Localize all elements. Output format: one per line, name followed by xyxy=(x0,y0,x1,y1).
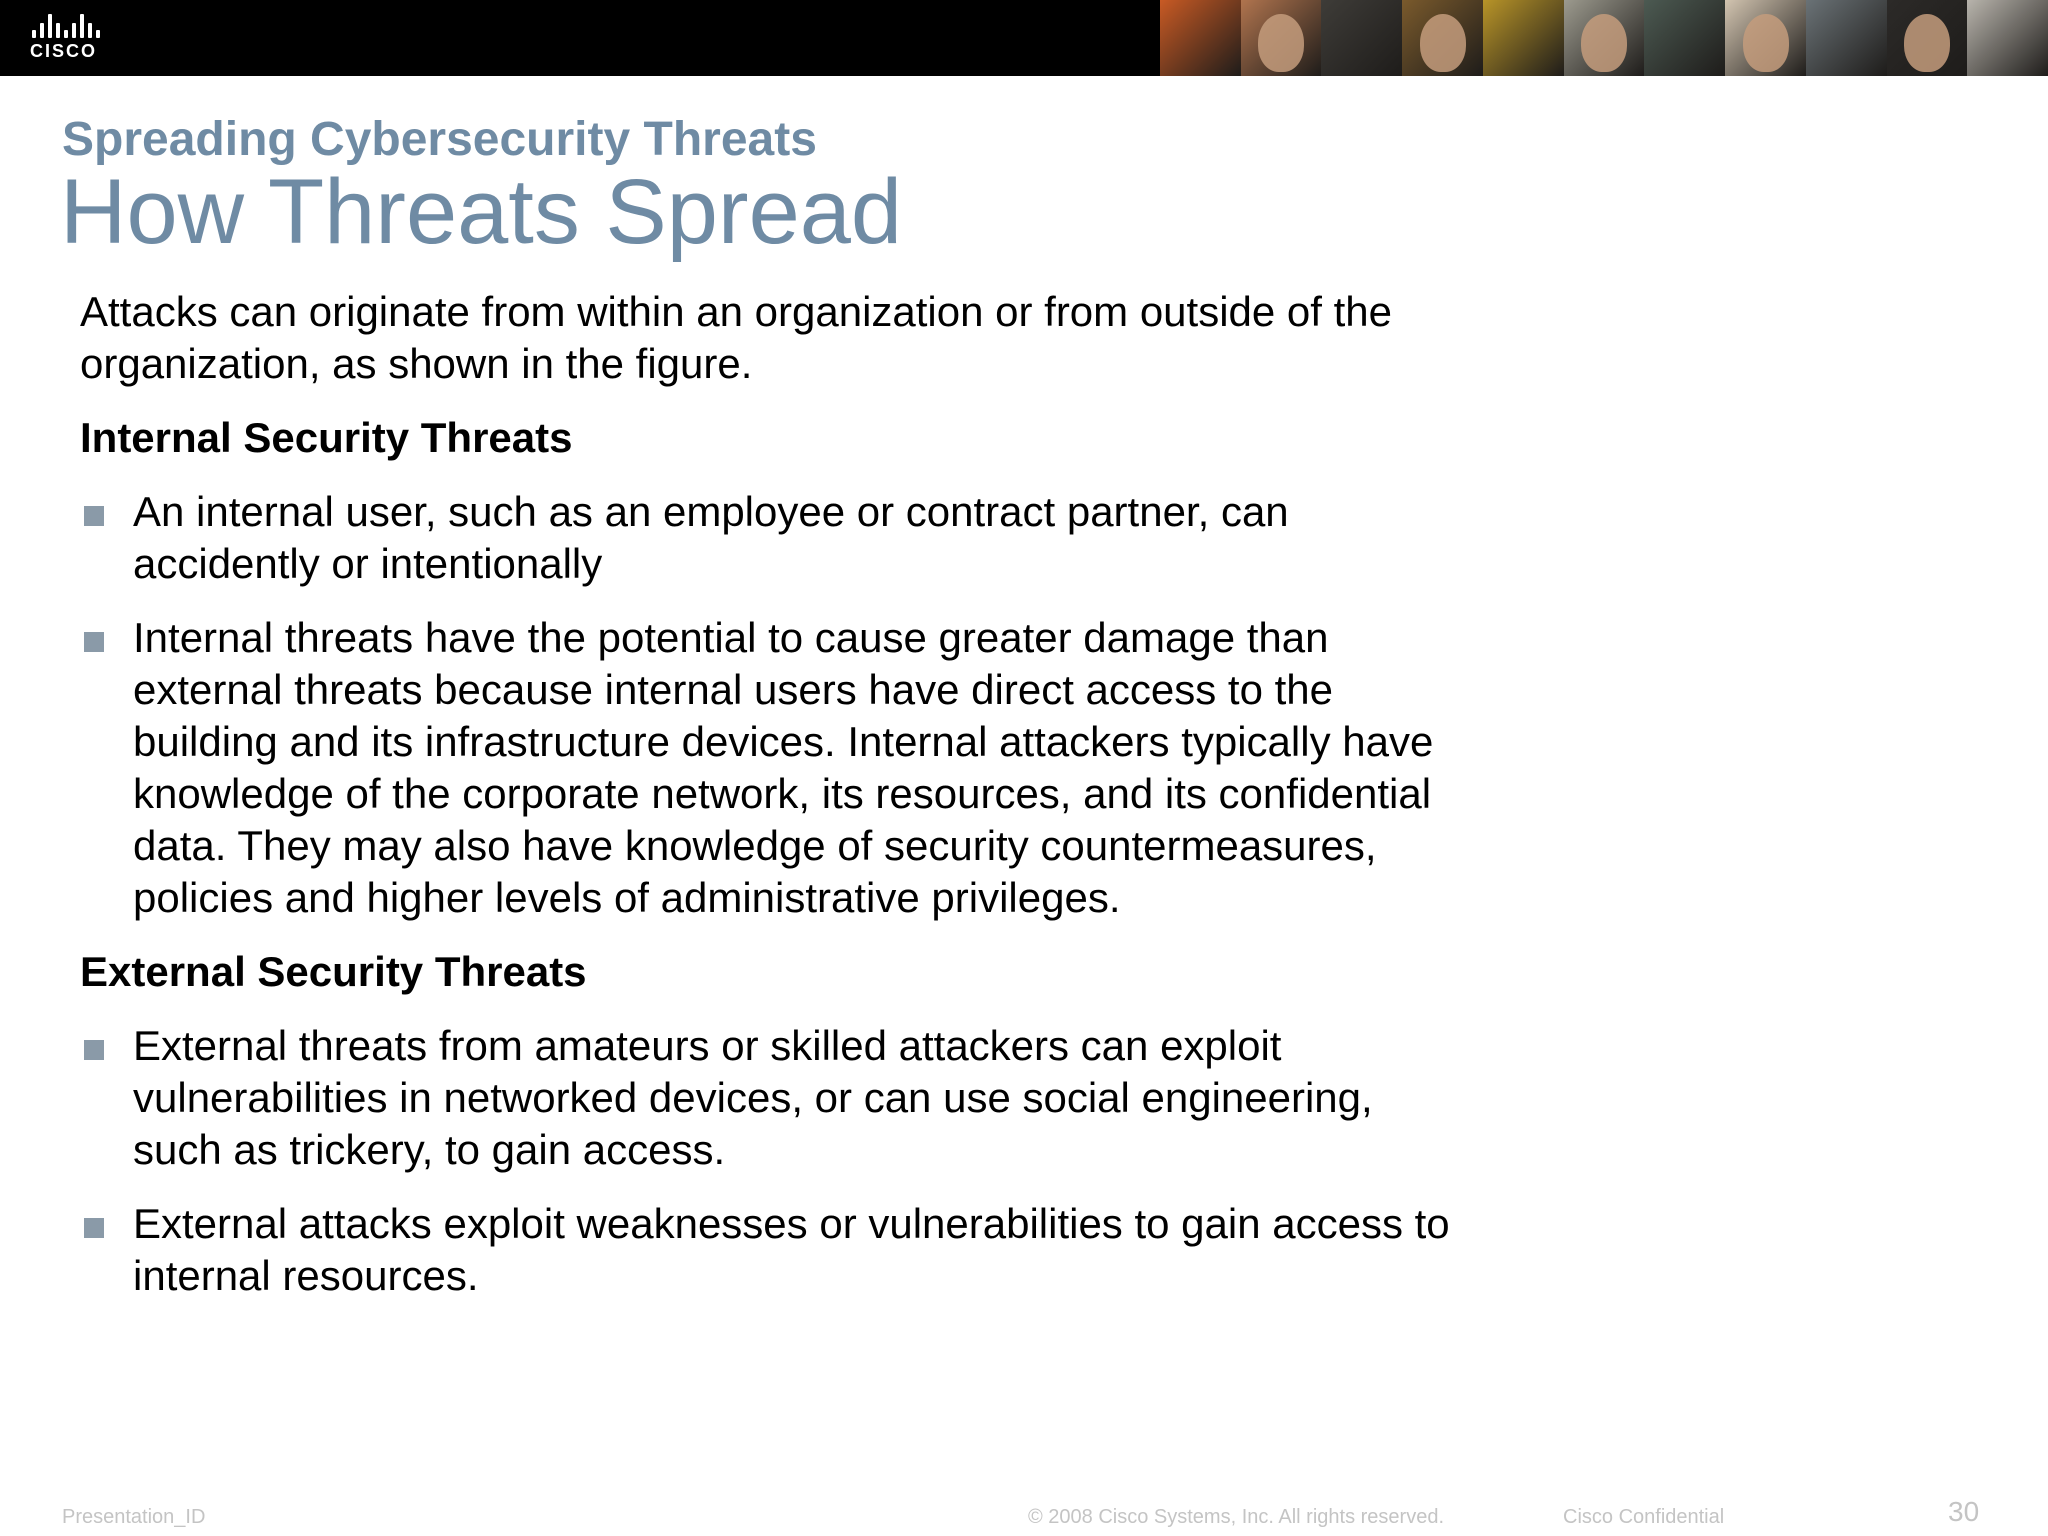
person-photo-icon xyxy=(1258,14,1304,72)
header-photo xyxy=(1564,0,1645,76)
header-photo xyxy=(1321,0,1402,76)
bullet-line: External threats from amateurs or skilled attackers can exploit xyxy=(133,1022,1282,1069)
header-photo xyxy=(1725,0,1806,76)
intro-line: Attacks can originate from within an organization or from outside of the xyxy=(80,288,1393,335)
square-bullet-icon xyxy=(84,1218,104,1238)
bullet-line: knowledge of the corporate network, its resources, and its confidential xyxy=(133,770,1432,817)
square-bullet-icon xyxy=(84,1040,104,1060)
bullet-line: external threats because internal users have direct access to the xyxy=(133,666,1333,713)
square-bullet-icon xyxy=(84,632,104,652)
internal-threats-list xyxy=(80,486,1600,924)
bullet-line: An internal user, such as an employee or contract partner, can xyxy=(133,488,1289,535)
cisco-logo xyxy=(30,14,120,64)
bullet-item xyxy=(80,1020,1600,1176)
header-photo xyxy=(1402,0,1483,76)
footer-presentation-id: Presentation_ID xyxy=(62,1506,206,1528)
slide-content xyxy=(80,286,1600,1324)
header-photo xyxy=(1160,0,1241,76)
header-photo xyxy=(1483,0,1564,76)
external-threats-list xyxy=(80,1020,1600,1302)
bullet-line: building and its infrastructure devices. Internal attackers typically have xyxy=(133,718,1434,765)
header-photo-strip xyxy=(1160,0,2048,76)
bullet-line: Internal threats have the potential to cause greater damage than xyxy=(133,614,1329,661)
person-photo-icon xyxy=(1743,14,1789,72)
bullet-item xyxy=(80,1198,1600,1302)
slide-title: How Threats Spread xyxy=(60,161,903,263)
header-photo xyxy=(1887,0,1968,76)
bullet-item xyxy=(80,486,1600,590)
bullet-line: vulnerabilities in networked devices, or can use social engineering, xyxy=(133,1074,1373,1121)
footer-confidential: Cisco Confidential xyxy=(1563,1506,1725,1528)
person-photo-icon xyxy=(1420,14,1466,72)
bullet-line: policies and higher levels of administrative privileges. xyxy=(133,874,1121,921)
bullet-line: internal resources. xyxy=(133,1252,479,1299)
header-photo xyxy=(1241,0,1322,76)
intro-paragraph xyxy=(80,286,1600,390)
header-photo xyxy=(1644,0,1725,76)
bullet-line: data. They may also have knowledge of security countermeasures, xyxy=(133,822,1377,869)
bullet-item xyxy=(80,612,1600,924)
bullet-line: External attacks exploit weaknesses or vulnerabilities to gain access to xyxy=(133,1200,1450,1247)
page-number: 30 xyxy=(1948,1496,1980,1527)
intro-line: organization, as shown in the figure. xyxy=(80,340,753,387)
header-photo xyxy=(1967,0,2048,76)
internal-threats-heading: Internal Security Threats xyxy=(80,414,573,461)
bullet-line: accidently or intentionally xyxy=(133,540,603,587)
header-bar xyxy=(0,0,2048,76)
footer-copyright: © 2008 Cisco Systems, Inc. All rights reserved. xyxy=(1028,1506,1445,1528)
cisco-logo-text: CISCO xyxy=(30,41,98,61)
external-threats-heading: External Security Threats xyxy=(80,948,587,995)
cisco-logo-bars-icon xyxy=(30,14,120,38)
slide-subtitle: Spreading Cybersecurity Threats xyxy=(62,113,817,166)
person-photo-icon xyxy=(1904,14,1950,72)
person-photo-icon xyxy=(1581,14,1627,72)
header-photo xyxy=(1806,0,1887,76)
square-bullet-icon xyxy=(84,506,104,526)
bullet-line: such as trickery, to gain access. xyxy=(133,1126,726,1173)
